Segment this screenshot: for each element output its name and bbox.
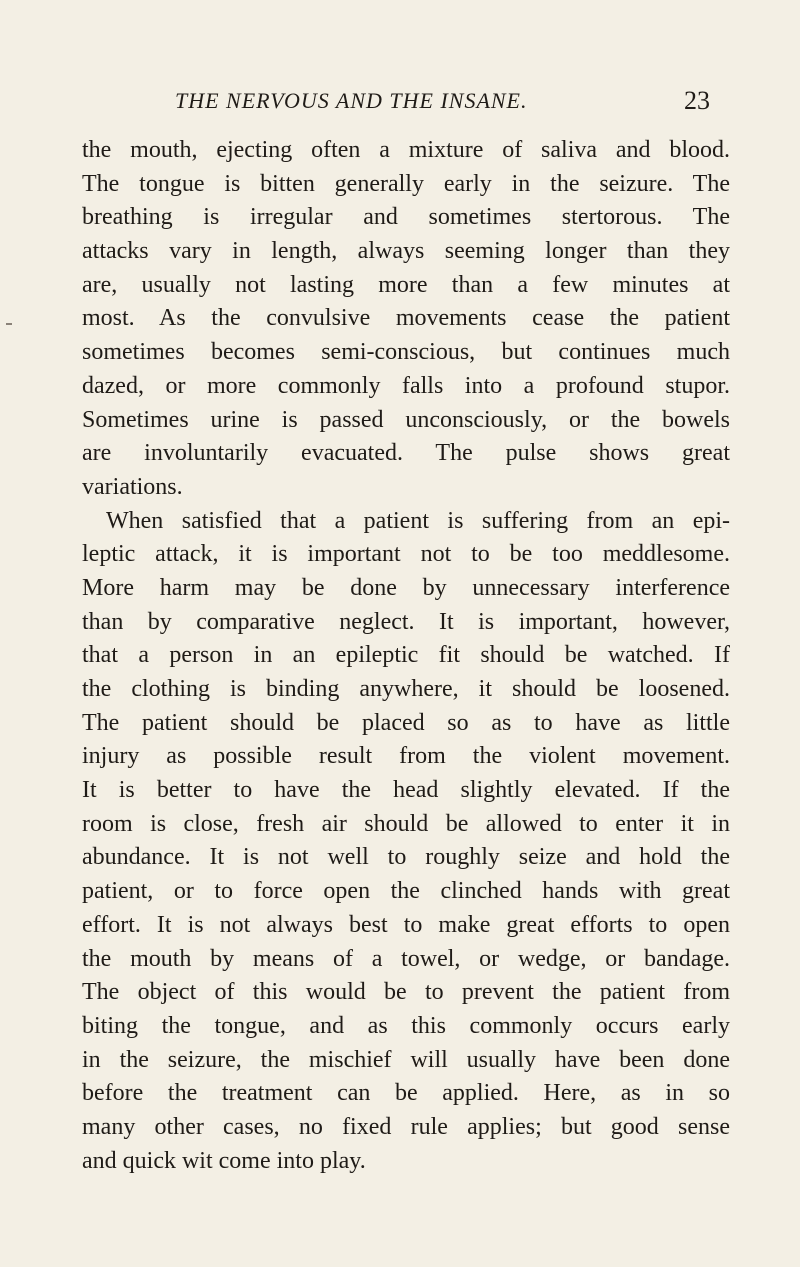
text-line: The object of this would be to prevent the patient from	[82, 979, 730, 1006]
text-line: biting the tongue, and as this commonly occurs early	[82, 1012, 730, 1039]
text-line: in the seizure, the mischief will usually have been done	[82, 1046, 730, 1073]
text-line: and quick wit come into play.	[82, 1147, 366, 1174]
margin-mark	[6, 323, 12, 325]
text-line: When satisfied that a patient is suffering from an epi-	[106, 507, 730, 534]
text-line: before the treatment can be applied. Here, as in so	[82, 1080, 730, 1107]
text-line: are, usually not lasting more than a few minutes at	[82, 271, 730, 298]
text-line: the mouth, ejecting often a mixture of saliva and blood.	[82, 137, 730, 163]
text-line: attacks vary in length, always seeming longer than they	[82, 238, 730, 265]
text-line: injury as possible result from the violent movement.	[82, 743, 730, 770]
text-line: More harm may be done by unnecessary interference	[82, 574, 730, 601]
page-number: 23	[684, 86, 710, 115]
text-line: The patient should be placed so as to have as little	[82, 709, 730, 736]
paragraph-1	[82, 134, 730, 505]
text-line: room is close, fresh air should be allowed to enter it in	[82, 810, 730, 837]
text-line: variations.	[82, 473, 183, 500]
text-line: patient, or to force open the clinched hands with great	[82, 878, 730, 905]
running-head	[0, 84, 800, 120]
text-line: are involuntarily evacuated. The pulse shows great	[82, 440, 730, 467]
text-line: dazed, or more commonly falls into a profound stupor.	[82, 372, 730, 399]
text-line: many other cases, no fixed rule applies; but good sense	[82, 1113, 730, 1140]
text-line: Sometimes urine is passed unconsciously, or the bowels	[82, 406, 730, 433]
text-line: the clothing is binding anywhere, it should be loosened.	[82, 676, 730, 702]
body-text	[82, 134, 730, 1178]
paragraph-2	[82, 505, 730, 1179]
text-line: breathing is irregular and sometimes stertorous. The	[82, 204, 730, 231]
text-line: than by comparative neglect. It is important, however,	[82, 608, 730, 635]
text-line: abundance. It is not well to roughly seize and hold the	[82, 844, 730, 871]
text-line: leptic attack, it is important not to be too meddlesome.	[82, 541, 730, 568]
text-line: effort. It is not always best to make great efforts to open	[82, 911, 730, 938]
text-line: sometimes becomes semi-conscious, but continues much	[82, 339, 730, 366]
running-title: THE NERVOUS AND THE INSANE.	[175, 88, 528, 113]
text-line: It is better to have the head slightly elevated. If the	[82, 777, 730, 804]
text-line: the mouth by means of a towel, or wedge, or bandage.	[82, 945, 730, 972]
text-line: that a person in an epileptic fit should be watched. If	[82, 642, 730, 669]
text-line: most. As the convulsive movements cease the patient	[82, 305, 730, 332]
text-line: The tongue is bitten generally early in the seizure. The	[82, 170, 730, 197]
